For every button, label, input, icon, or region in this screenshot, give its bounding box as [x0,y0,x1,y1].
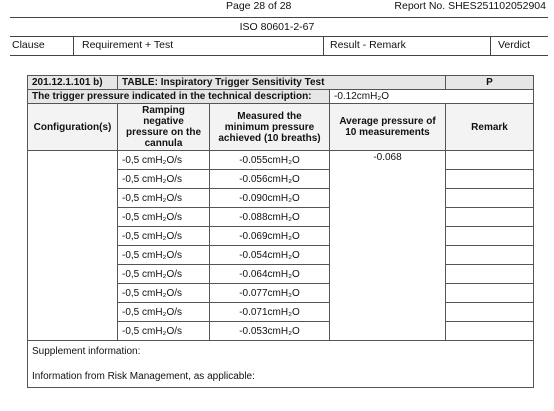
measured-cell: -0.090cmH₂O [210,189,330,208]
remark-header: Remark [446,104,534,151]
column-divider [490,37,491,55]
ramp-cell: -0,5 cmH₂O/s [118,246,210,265]
measured-cell: -0.064cmH₂O [210,265,330,284]
remark-cell [446,151,534,170]
measured-header: Measured the minimum pressure achieved (10 breaths) [210,104,330,151]
col-clause: Clause [12,39,45,51]
measured-cell: -0.056cmH₂O [210,170,330,189]
remark-cell [446,322,534,341]
trigger-pressure-label: The trigger pressure indicated in the technical description: [28,90,330,104]
supplement-label: Supplement information: [32,346,141,357]
remark-cell [446,303,534,322]
average-cell: -0.068 [330,151,446,341]
remark-cell [446,284,534,303]
trigger-sensitivity-table [27,75,534,388]
remark-cell [446,208,534,227]
supplement-cell [28,341,534,388]
supplement-row [28,341,534,388]
column-divider [73,37,74,55]
ramp-cell: -0,5 cmH₂O/s [118,284,210,303]
trigger-pressure-value: -0.12cmH₂O [330,90,534,104]
clause-cell: 201.12.1.101 b) [28,76,118,90]
table-row [28,151,534,170]
table-title-row [28,76,534,90]
measured-cell: -0.077cmH₂O [210,284,330,303]
ramp-cell: -0,5 cmH₂O/s [118,303,210,322]
trigger-pressure-row [28,90,534,104]
ramp-cell: -0,5 cmH₂O/s [118,208,210,227]
ramp-cell: -0,5 cmH₂O/s [118,227,210,246]
measured-cell: -0.055cmH₂O [210,151,330,170]
col-result: Result - Remark [330,39,406,51]
measured-cell: -0.088cmH₂O [210,208,330,227]
ramp-cell: -0,5 cmH₂O/s [118,189,210,208]
remark-cell [446,227,534,246]
measured-cell: -0.071cmH₂O [210,303,330,322]
standard-title: ISO 80601-2-67 [239,21,315,33]
page-header [0,0,554,14]
ramp-cell: -0,5 cmH₂O/s [118,170,210,189]
configuration-header: Configuration(s) [28,104,118,151]
column-headers [28,104,534,151]
header-divider [10,17,548,18]
table-title: TABLE: Inspiratory Trigger Sensitivity Test [118,76,446,90]
verdict-cell: P [446,76,534,90]
column-header-row [10,37,548,55]
column-divider [323,37,324,55]
average-header: Average pressure of 10 measurements [330,104,446,151]
remark-cell [446,265,534,284]
remark-cell [446,246,534,265]
ramp-cell: -0,5 cmH₂O/s [118,265,210,284]
report-number: Report No. SHES251102052904 [394,0,546,12]
col-verdict: Verdict [498,39,531,51]
ramp-cell: -0,5 cmH₂O/s [118,151,210,170]
configuration-cell [28,151,118,341]
ramp-cell: -0,5 cmH₂O/s [118,322,210,341]
col-requirement: Requirement + Test [82,39,174,51]
header-divider [10,55,548,56]
risk-management-label: Information from Risk Management, as applicable: [32,371,255,382]
ramping-header: Ramping negative pressure on the cannula [118,104,210,151]
measured-cell: -0.069cmH₂O [210,227,330,246]
remark-cell [446,189,534,208]
measured-cell: -0.053cmH₂O [210,322,330,341]
remark-cell [446,170,534,189]
page-number: Page 28 of 28 [226,0,292,12]
measured-cell: -0.054cmH₂O [210,246,330,265]
